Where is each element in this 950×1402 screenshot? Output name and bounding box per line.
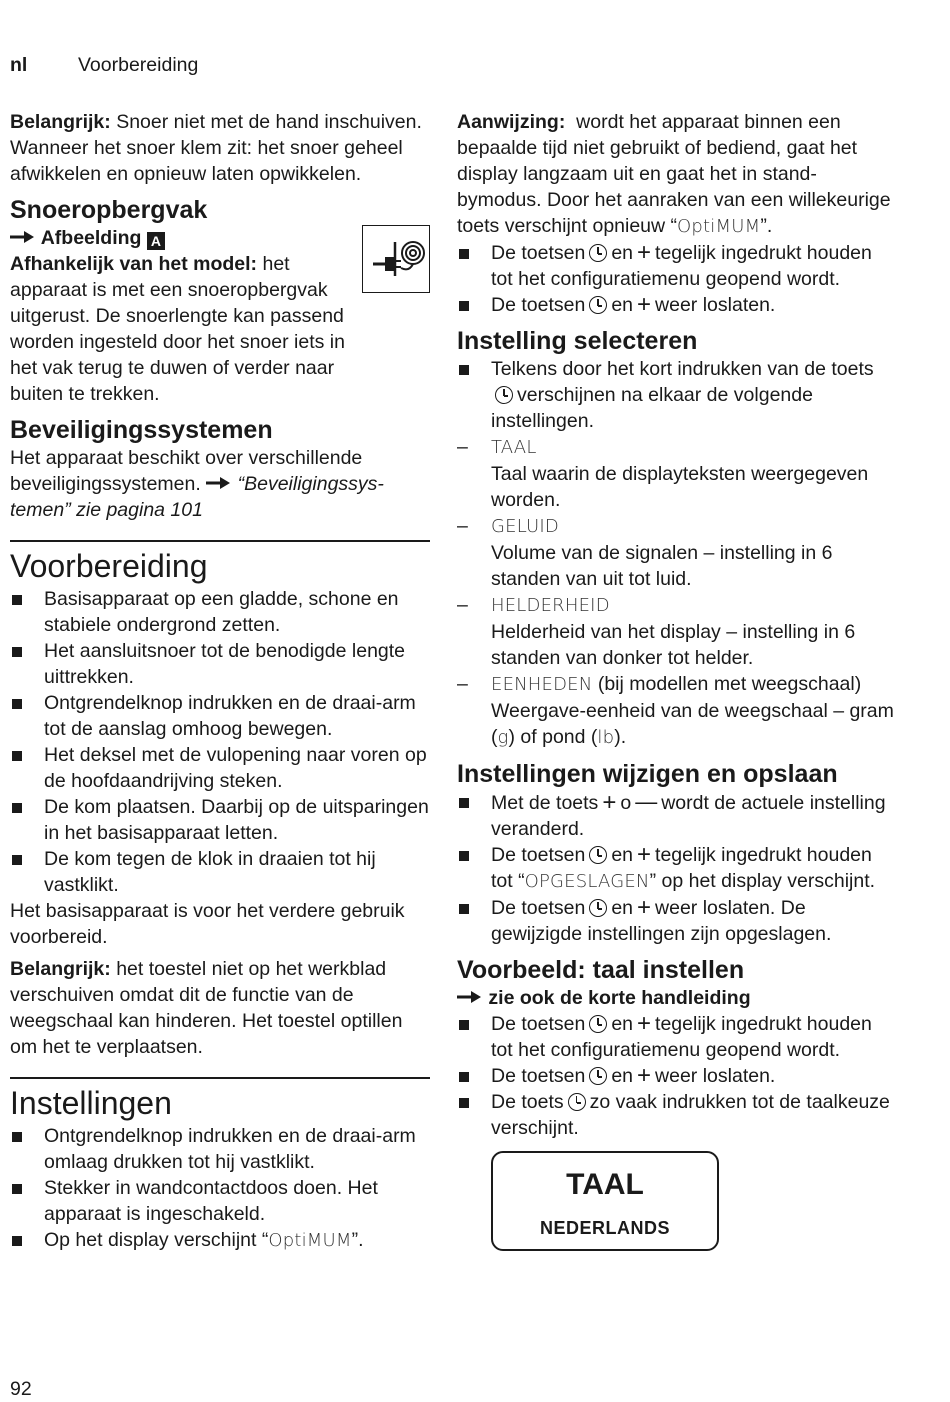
list-item: De toetsen en + weer loslaten. bbox=[457, 1063, 897, 1089]
safety-paragraph: Het apparaat beschikt over verschillende beveiligingssystemen. “Beveiligingssys-temen” zie pagina 101 bbox=[10, 447, 384, 521]
heading-cord-storage: Snoeropbergvak bbox=[10, 196, 208, 224]
plus-key-icon: + bbox=[637, 291, 652, 318]
list-item: De kom tegen de klok in draaien tot hij vastklikt. bbox=[10, 846, 430, 898]
language-code: nl bbox=[10, 54, 28, 76]
list-item: Ontgrendelknop indrukken en de draai-arm omlaag drukken tot hij vastklikt. bbox=[10, 1123, 430, 1175]
list-item: Het deksel met de vulopening naar voren op de hoofdaandrijving steken. bbox=[10, 742, 430, 794]
config-list bbox=[457, 240, 897, 318]
preparation-result: Het basisapparaat is voor het verdere gebruik voorbereid. bbox=[10, 900, 405, 948]
safety-page-reference: “Beveiligingssys-temen” zie pagina 101 bbox=[10, 473, 384, 521]
list-item: Basisapparaat op een gladde, schone en stabiele ondergrond zetten. bbox=[10, 586, 430, 638]
list-item: Op het display verschijnt “OptiMUM”. bbox=[10, 1227, 430, 1254]
minus-key-icon: — bbox=[635, 789, 658, 814]
preparation-list bbox=[10, 586, 430, 898]
option-item: – HELDERHEID Helderheid van het display – instelling in 6 standen van donker tot helder. bbox=[457, 592, 897, 671]
list-item: De toetsen en + weer loslaten. De gewijzigde instellingen zijn opgeslagen. bbox=[457, 895, 897, 947]
list-item: De toets zo vaak indrukken tot de taalkeuze verschijnt. bbox=[457, 1089, 897, 1141]
heading-example-language: Voorbeeld: taal instellen bbox=[457, 956, 745, 984]
right-column bbox=[457, 109, 897, 1251]
model-paragraph: Afhankelijk van het model: het apparaat is met een snoeropbergvak uitgerust. De snoerlengte kan passend worden ingesteld door het snoer iets in het vak terug te duwen of verder naar buiten te trekken. bbox=[10, 253, 345, 405]
arrow-right-icon bbox=[206, 471, 232, 497]
list-item: Telkens door het kort indrukken van de toetsverschijnen na elkaar de volgende instellingen. bbox=[457, 356, 897, 434]
figure-letter-badge: A bbox=[147, 232, 165, 250]
section-divider bbox=[10, 1077, 430, 1079]
timer-key-icon bbox=[589, 296, 607, 314]
plus-key-icon: + bbox=[637, 841, 652, 868]
important-note-2: Belangrijk: het toestel niet op het werkblad verschuiven omdat dit de functie van de weegschaal kan hinderen. Het toestel optillen om het te verplaatsen. bbox=[10, 958, 403, 1058]
select-list bbox=[457, 356, 897, 751]
timer-key-icon bbox=[589, 1015, 607, 1033]
list-item: De kom plaatsen. Daarbij op de uitsparingen in het basisapparaat letten. bbox=[10, 794, 430, 846]
display-sub-text: NEDERLANDS bbox=[539, 1218, 670, 1238]
timer-key-icon bbox=[495, 386, 513, 404]
heading-change-settings: Instellingen wijzigen en opslaan bbox=[457, 760, 838, 788]
list-item: De toetsen en + tegelijk ingedrukt houden tot het configuratiemenu geopend wordt. bbox=[457, 240, 897, 292]
timer-key-icon bbox=[589, 846, 607, 864]
list-item: Stekker in wandcontactdoos doen. Het apparaat is ingeschakeld. bbox=[10, 1175, 430, 1227]
display-main-text: TAAL bbox=[566, 1168, 644, 1201]
heading-select-setting: Instelling selecteren bbox=[457, 327, 698, 355]
section-divider bbox=[10, 540, 430, 542]
list-item: Met de toets + o — wordt de actuele instelling veranderd. bbox=[457, 789, 897, 842]
list-item: Het aansluitsnoer tot de benodigde lengte uittrekken. bbox=[10, 638, 430, 690]
left-column bbox=[10, 109, 430, 1254]
example-list bbox=[457, 1011, 897, 1141]
settings-list bbox=[10, 1123, 430, 1254]
timer-key-icon bbox=[589, 899, 607, 917]
timer-key-icon bbox=[568, 1093, 586, 1111]
heading-safety-systems: Beveiligingssystemen bbox=[10, 416, 273, 444]
plus-key-icon: + bbox=[637, 894, 652, 921]
important-note-1 bbox=[10, 109, 430, 187]
heading-settings: Instellingen bbox=[10, 1085, 172, 1121]
important-label: Belangrijk: bbox=[10, 111, 111, 133]
plus-key-icon: + bbox=[637, 1010, 652, 1037]
quick-guide-reference: zie ook de korte handleiding bbox=[457, 985, 897, 1011]
page-header bbox=[10, 52, 198, 78]
cord-storage-icon bbox=[362, 225, 430, 293]
option-item: – GELUID Volume van de signalen – instelling in 6 standen van uit tot luid. bbox=[457, 513, 897, 592]
list-item: De toetsen en + weer loslaten. bbox=[457, 292, 897, 318]
arrow-right-icon bbox=[10, 225, 36, 251]
change-list bbox=[457, 789, 897, 947]
option-item: – TAAL Taal waarin de displayteksten weergegeven worden. bbox=[457, 434, 897, 513]
option-item: – EENHEDEN (bij modellen met weegschaal) Weergave-eenheid van de weegschaal – gram (g) of pond (lb). bbox=[457, 671, 897, 751]
important-text: Snoer niet met de hand inschuiven. Wanneer het snoer klem zit: het snoer geheel afwikkelen en opnieuw laten opwikkelen. bbox=[10, 111, 422, 185]
display-illustration bbox=[491, 1151, 719, 1251]
list-item: Ontgrendelknop indrukken en de draai-arm tot de aanslag omhoog bewegen. bbox=[10, 690, 430, 742]
standby-note: Aanwijzing: wordt het apparaat binnen een bepaalde tijd niet gebruikt of bediend, gaat het display langzaam uit en gaat het in stand-bymodus. Door het aanraken van een willekeurige toets verschijnt opnieuw “OptiMUM”. bbox=[457, 111, 891, 237]
page-number: 92 bbox=[10, 1378, 32, 1400]
heading-preparation: Voorbereiding bbox=[10, 548, 208, 584]
plus-key-icon: + bbox=[637, 1062, 652, 1089]
list-item: De toetsen en + tegelijk ingedrukt houden tot het configuratiemenu geopend wordt. bbox=[457, 1011, 897, 1063]
header-title: Voorbereiding bbox=[78, 54, 199, 76]
plus-key-icon: + bbox=[637, 239, 652, 266]
plus-key-icon: + bbox=[602, 789, 617, 816]
timer-key-icon bbox=[589, 244, 607, 262]
timer-key-icon bbox=[589, 1067, 607, 1085]
arrow-right-icon bbox=[457, 985, 483, 1011]
figure-reference: Afbeelding A bbox=[10, 225, 430, 251]
list-item: De toetsen en + tegelijk ingedrukt houden tot “OPGESLAGEN” op het display verschijnt. bbox=[457, 842, 897, 895]
